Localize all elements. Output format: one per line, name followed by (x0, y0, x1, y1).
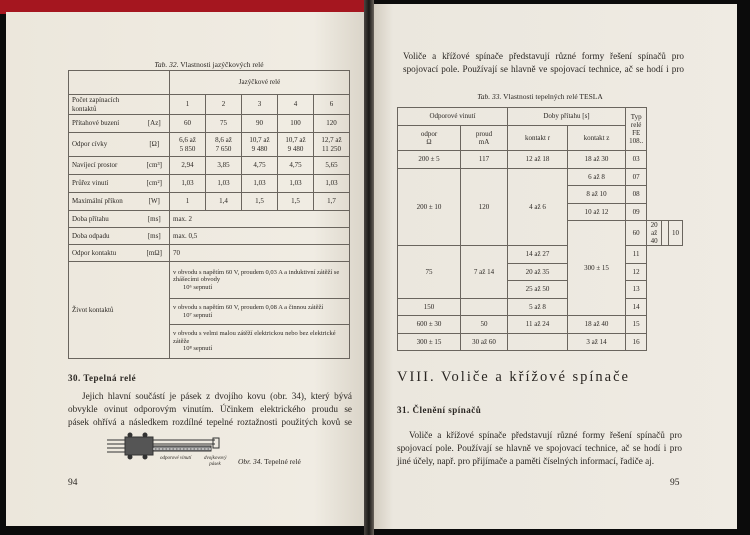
table-cell: 3 až 14 (568, 333, 626, 351)
text-line: spojovací pole. Používají se hlavně ve spojovací technice, ač se hodí i pro (403, 64, 684, 74)
table-row (69, 245, 350, 262)
table-cell: 120 (461, 168, 508, 246)
table-cell: 60 (626, 221, 647, 246)
table-row (69, 262, 350, 299)
table-row (398, 168, 683, 186)
table-row (69, 115, 350, 133)
table-cell: 25 až 50 (508, 281, 568, 299)
table-cell: 20 až 35 (508, 263, 568, 281)
value-cell: 60 (170, 115, 206, 133)
value-cell: 1 (170, 193, 206, 211)
value-cell: 2,94 (170, 157, 206, 175)
table-cell: 08 (626, 186, 647, 204)
table-cell: 30 až 60 (461, 333, 508, 351)
row-label: Počet zapínacích kontaktů (69, 95, 140, 115)
row-label: Přítahové buzení (69, 115, 140, 133)
table-cell: 200 ± 10 (398, 168, 461, 246)
table-cell: 16 (626, 333, 647, 351)
table-cell: 18 až 40 (568, 316, 626, 334)
table-row (69, 175, 350, 193)
row-label: Průřez vinutí (69, 175, 140, 193)
table-cell: 09 (626, 203, 647, 221)
value-cell: 120 (314, 115, 350, 133)
page-number: 95 (670, 478, 680, 488)
row-unit: [W] (140, 193, 170, 211)
header-contact-z: kontakt z (568, 126, 626, 151)
merged-value: max. 2 (170, 211, 350, 228)
table-33-caption (397, 92, 683, 101)
value-cell: 1,03 (206, 175, 242, 193)
table-cell: 6 až 8 (568, 168, 626, 186)
table-cell: 14 až 27 (508, 246, 568, 264)
row-unit: [Ω] (140, 133, 170, 157)
right-paragraph (397, 429, 682, 468)
table-row (69, 228, 350, 245)
value-cell: 90 (242, 115, 278, 133)
row-unit: [Az] (140, 115, 170, 133)
table-row (398, 316, 683, 334)
caption-text: Vlastnosti jazýčkových relé (180, 60, 264, 69)
row-label: Odpor kontaktu (69, 245, 140, 262)
table-cell: 13 (626, 281, 647, 299)
switching-count: 10⁸ sepnutí (183, 345, 213, 353)
value-cell: 6,6 až 5 850 (170, 133, 206, 157)
table-cell: 4 až 6 (508, 168, 568, 246)
contact-life-cell (170, 299, 350, 325)
page-number: 94 (68, 478, 78, 488)
value-cell: 1,03 (314, 175, 350, 193)
text-line: Voliče a křížové spínače představují různé formy řešení spínačů pro (409, 430, 682, 440)
caption-number: Tab. 33. (477, 92, 502, 101)
value-cell: 1,03 (170, 175, 206, 193)
table-32-caption (68, 60, 350, 69)
value-cell: 75 (206, 115, 242, 133)
column-group-header: Jazýčkové relé (170, 71, 350, 95)
value-cell: 4,75 (242, 157, 278, 175)
value-cell: 3 (242, 95, 278, 115)
chapter-title: VIII. Voliče a křížové spínače (397, 369, 630, 385)
section-heading: 30. Tepelná relé (68, 373, 137, 383)
table-cell: 18 až 30 (568, 151, 626, 169)
header-contact-r: kontakt r (508, 126, 568, 151)
header-times: Doby přítahu [s] (508, 108, 626, 126)
row-unit: [cm²] (140, 175, 170, 193)
value-cell: 1 (170, 95, 206, 115)
section-heading: 31. Členění spínačů (397, 405, 482, 415)
table-cell: 10 až 12 (568, 203, 626, 221)
value-cell: 1,5 (278, 193, 314, 211)
value-cell: 12,7 až 11 250 (314, 133, 350, 157)
table-row (69, 157, 350, 175)
table-thermal-relay-properties (397, 107, 683, 351)
value-cell: 5,65 (314, 157, 350, 175)
header-current: proud mA (461, 126, 508, 151)
header-resistance: odpor Ω (398, 126, 461, 151)
value-cell: 1,5 (242, 193, 278, 211)
condition-text: v obvodu s napětím 60 V, proudem 0,08 A a činnou zátěží (173, 304, 324, 312)
value-cell: 2 (206, 95, 242, 115)
table-row (69, 71, 350, 95)
right-top-paragraph (403, 50, 684, 76)
contact-life-cell (170, 325, 350, 359)
row-label: Maximální příkon (69, 193, 140, 211)
value-cell: 1,4 (206, 193, 242, 211)
value-cell: 1,03 (278, 175, 314, 193)
text-line: spojovací pole. Používají se hlavně ve spojovací technice, ač se hodí i pro (397, 443, 682, 453)
text-line: Voliče a křížové spínače představují různé formy řešení spínačů pro (403, 51, 684, 61)
table-cell: 117 (461, 151, 508, 169)
merged-value: max. 0,5 (170, 228, 350, 245)
value-cell: 100 (278, 115, 314, 133)
table-cell: 15 (626, 316, 647, 334)
table-row (398, 298, 683, 316)
table-cell: 600 ± 30 (398, 316, 461, 334)
table-cell: 07 (626, 168, 647, 186)
empty-header-cell (69, 71, 170, 95)
figure-caption-text: Tepelné relé (264, 457, 301, 466)
table-cell: 11 až 24 (508, 316, 568, 334)
row-label: Doba odpadu (69, 228, 140, 245)
table-cell: 200 ± 5 (398, 151, 461, 169)
table-cell: 50 (461, 316, 508, 334)
book-gutter (364, 0, 374, 535)
row-label: Doba přítahu (69, 211, 140, 228)
value-cell: 4 (278, 95, 314, 115)
table-row (398, 246, 683, 264)
caption-number: Tab. 32. (154, 60, 179, 69)
row-unit (140, 95, 170, 115)
row-label: Život kontaktů (69, 262, 170, 359)
table-cell: 300 ± 15 (568, 221, 626, 316)
figure-caption (238, 457, 301, 466)
value-cell: 6 (314, 95, 350, 115)
caption-text: Vlastnosti tepelných relé TESLA (503, 92, 603, 101)
text-line: pásek ohřívá a následkem rozdílné tepelné roztažnosti použitých kovů se (68, 417, 352, 427)
table-cell: 14 (626, 298, 647, 316)
table-cell: 5 až 8 (508, 298, 568, 316)
row-unit: [ms] (140, 211, 170, 228)
table-cell: 7 až 14 (461, 246, 508, 299)
switching-count: 10⁶ sepnutí (183, 283, 213, 291)
table-row (398, 333, 683, 351)
value-cell: 10,7 až 9 480 (278, 133, 314, 157)
table-cell: 20 až 40 (647, 221, 662, 246)
figure-label-strip: dvojkovový pásek (204, 456, 227, 467)
table-cell: 8 až 10 (568, 186, 626, 204)
row-label: Odpor cívky (69, 133, 140, 157)
table-row (398, 108, 683, 126)
table-cell: 150 (398, 298, 461, 316)
table-cell: 10 (668, 221, 682, 246)
value-cell: 4,75 (278, 157, 314, 175)
table-cell (461, 298, 508, 316)
row-unit: [cm³] (140, 157, 170, 175)
row-unit: [ms] (140, 228, 170, 245)
value-cell: 8,6 až 7 650 (206, 133, 242, 157)
row-label: Navíjecí prostor (69, 157, 140, 175)
contact-life-cell (170, 262, 350, 299)
value-cell: 1,03 (242, 175, 278, 193)
table-cell: 12 až 18 (508, 151, 568, 169)
text-line: obvykle ovinut odporovým vinutím. Účinkem elektrického proudu se (68, 404, 352, 414)
table-row (69, 95, 350, 115)
table-cell: 11 (626, 246, 647, 264)
condition-text: v obvodu s velmi malou zátěží elektrickou nebo bez elektrické zátěže (173, 330, 336, 345)
value-cell: 1,7 (314, 193, 350, 211)
value-cell: 10,7 až 9 480 (242, 133, 278, 157)
header-type: Typ relé FE 108.. (626, 108, 647, 151)
value-cell: 3,85 (206, 157, 242, 175)
switching-count: 10⁷ sepnutí (183, 311, 213, 319)
figure-label-winding: odporové vinutí (160, 456, 192, 461)
condition-text: v obvodu s napětím 60 V, proudem 0,03 A a induktivní zátěží se zhášecími obvody (173, 268, 340, 284)
table-cell: 75 (398, 246, 461, 299)
merged-value: 70 (170, 245, 350, 262)
table-row (69, 193, 350, 211)
left-paragraph (68, 390, 352, 429)
table-reed-relay-properties (68, 70, 350, 359)
table-row (398, 151, 683, 169)
text-line: Jejich hlavní součástí je pásek z dvojího kovu (obr. 34), který bývá (82, 391, 352, 401)
table-cell: 12 (626, 263, 647, 281)
table-cell: 03 (626, 151, 647, 169)
table-row (69, 133, 350, 157)
header-winding: Odporové vinutí (398, 108, 508, 126)
figure-caption-number: Obr. 34. (238, 457, 263, 466)
table-row (69, 211, 350, 228)
table-cell: 300 ± 15 (398, 333, 461, 351)
text-line: jiné účely, např. pro přijímače a paměti číselných informací, řadiče aj. (397, 456, 655, 466)
table-cell (661, 221, 668, 246)
table-cell (508, 333, 568, 351)
row-unit: [mΩ] (140, 245, 170, 262)
